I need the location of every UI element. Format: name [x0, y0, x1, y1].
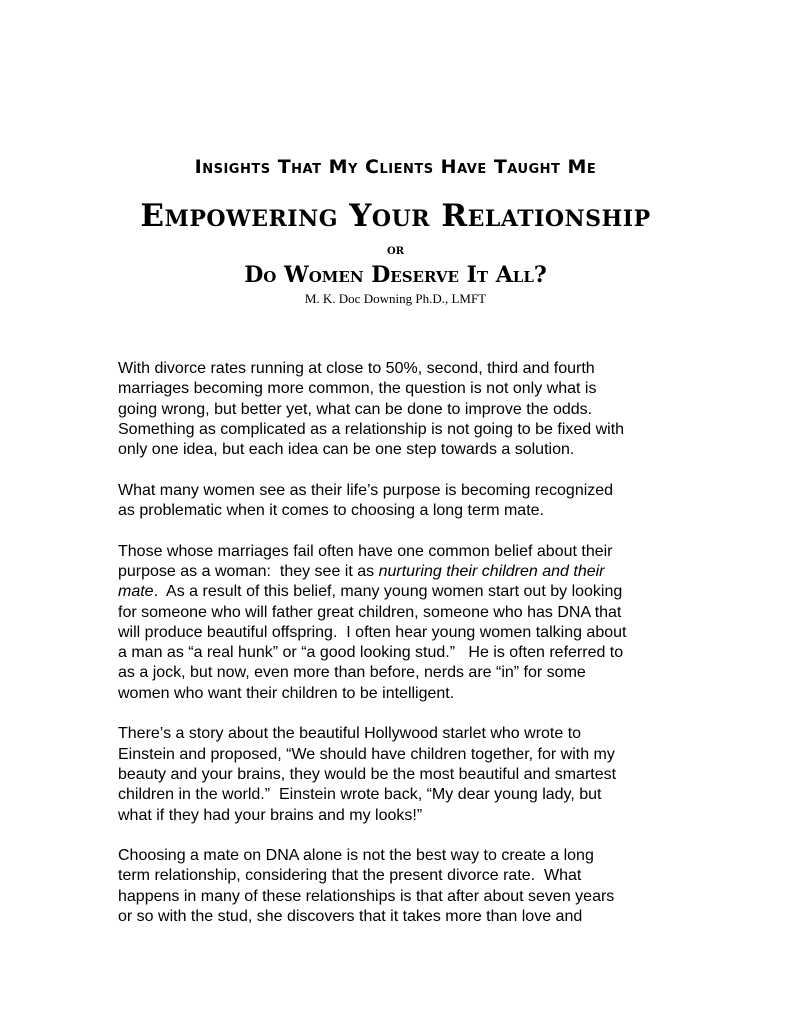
text-line: With divorce rates running at close to 50%, second, third and fourth: [118, 360, 595, 377]
document-title: Empowering Your Relationship: [140, 198, 651, 234]
text-line: what if they had your brains and my looks!”: [118, 806, 423, 824]
document-subtitle: Do Women Deserve It All?: [244, 262, 547, 288]
text-line: [118, 582, 678, 602]
text-line: There’s a story about the beautiful Hollywood starlet who wrote to: [118, 725, 582, 743]
text-line: going wrong, but better yet, what can be done to improve the odds.: [118, 400, 593, 418]
text-line: or so with the stud, she discovers that it takes more than love and: [118, 908, 583, 926]
text-line: Choosing a mate on DNA alone is not the best way to create a long: [118, 847, 594, 865]
text-line: Something as complicated as a relationship is not going to be fixed with: [118, 420, 625, 438]
text-line: marriages becoming more common, the question is not only what is: [118, 380, 597, 398]
text-line: as problematic when it comes to choosing a long term mate.: [118, 502, 544, 520]
emphasis-text: nurturing their children and their: [378, 562, 605, 580]
kicker-heading: Insights That My Clients Have Taught Me: [194, 156, 597, 178]
emphasis-text: mate: [118, 583, 154, 601]
text-line: a man as “a real hunk” or “a good looking stud.” He is often referred to: [118, 644, 624, 662]
paragraph-5: [118, 846, 678, 927]
paragraph-1: [118, 359, 678, 460]
text-line: What many women see as their life’s purpose is becoming recognized: [118, 481, 614, 499]
text-line: will produce beautiful offspring. I often hear young women talking about: [118, 623, 627, 641]
text-line: happens in many of these relationships is that after about seven years: [118, 887, 615, 905]
text-run: . As a result of this belief, many young women start out by looking: [153, 583, 623, 601]
article-body: [118, 359, 678, 948]
author-byline: M. K. Doc Downing Ph.D., LMFT: [304, 291, 487, 306]
text-line: term relationship, considering that the present divorce rate. What: [118, 867, 582, 885]
paragraph-2: [118, 481, 678, 522]
paragraph-4: [118, 724, 678, 825]
text-line: children in the world.” Einstein wrote back, “My dear young lady, but: [118, 786, 602, 804]
text-line: beauty and your brains, they would be the most beautiful and smartest: [118, 765, 617, 783]
text-line: Einstein and proposed, “We should have children together, for with my: [118, 745, 615, 763]
text-line: for someone who will father great children, someone who has DNA that: [118, 603, 622, 621]
paragraph-3: [118, 542, 678, 704]
text-line: Those whose marriages fail often have one common belief about their: [118, 542, 613, 560]
text-line: only one idea, but each idea can be one step towards a solution.: [118, 441, 575, 459]
text-line: as a jock, but now, even more than before, nerds are “in” for some: [118, 664, 586, 682]
text-line: women who want their children to be intelligent.: [118, 684, 455, 702]
text-line: [118, 562, 678, 582]
text-run: purpose as a woman: they see it as: [118, 562, 379, 580]
title-connector: or: [386, 242, 405, 258]
